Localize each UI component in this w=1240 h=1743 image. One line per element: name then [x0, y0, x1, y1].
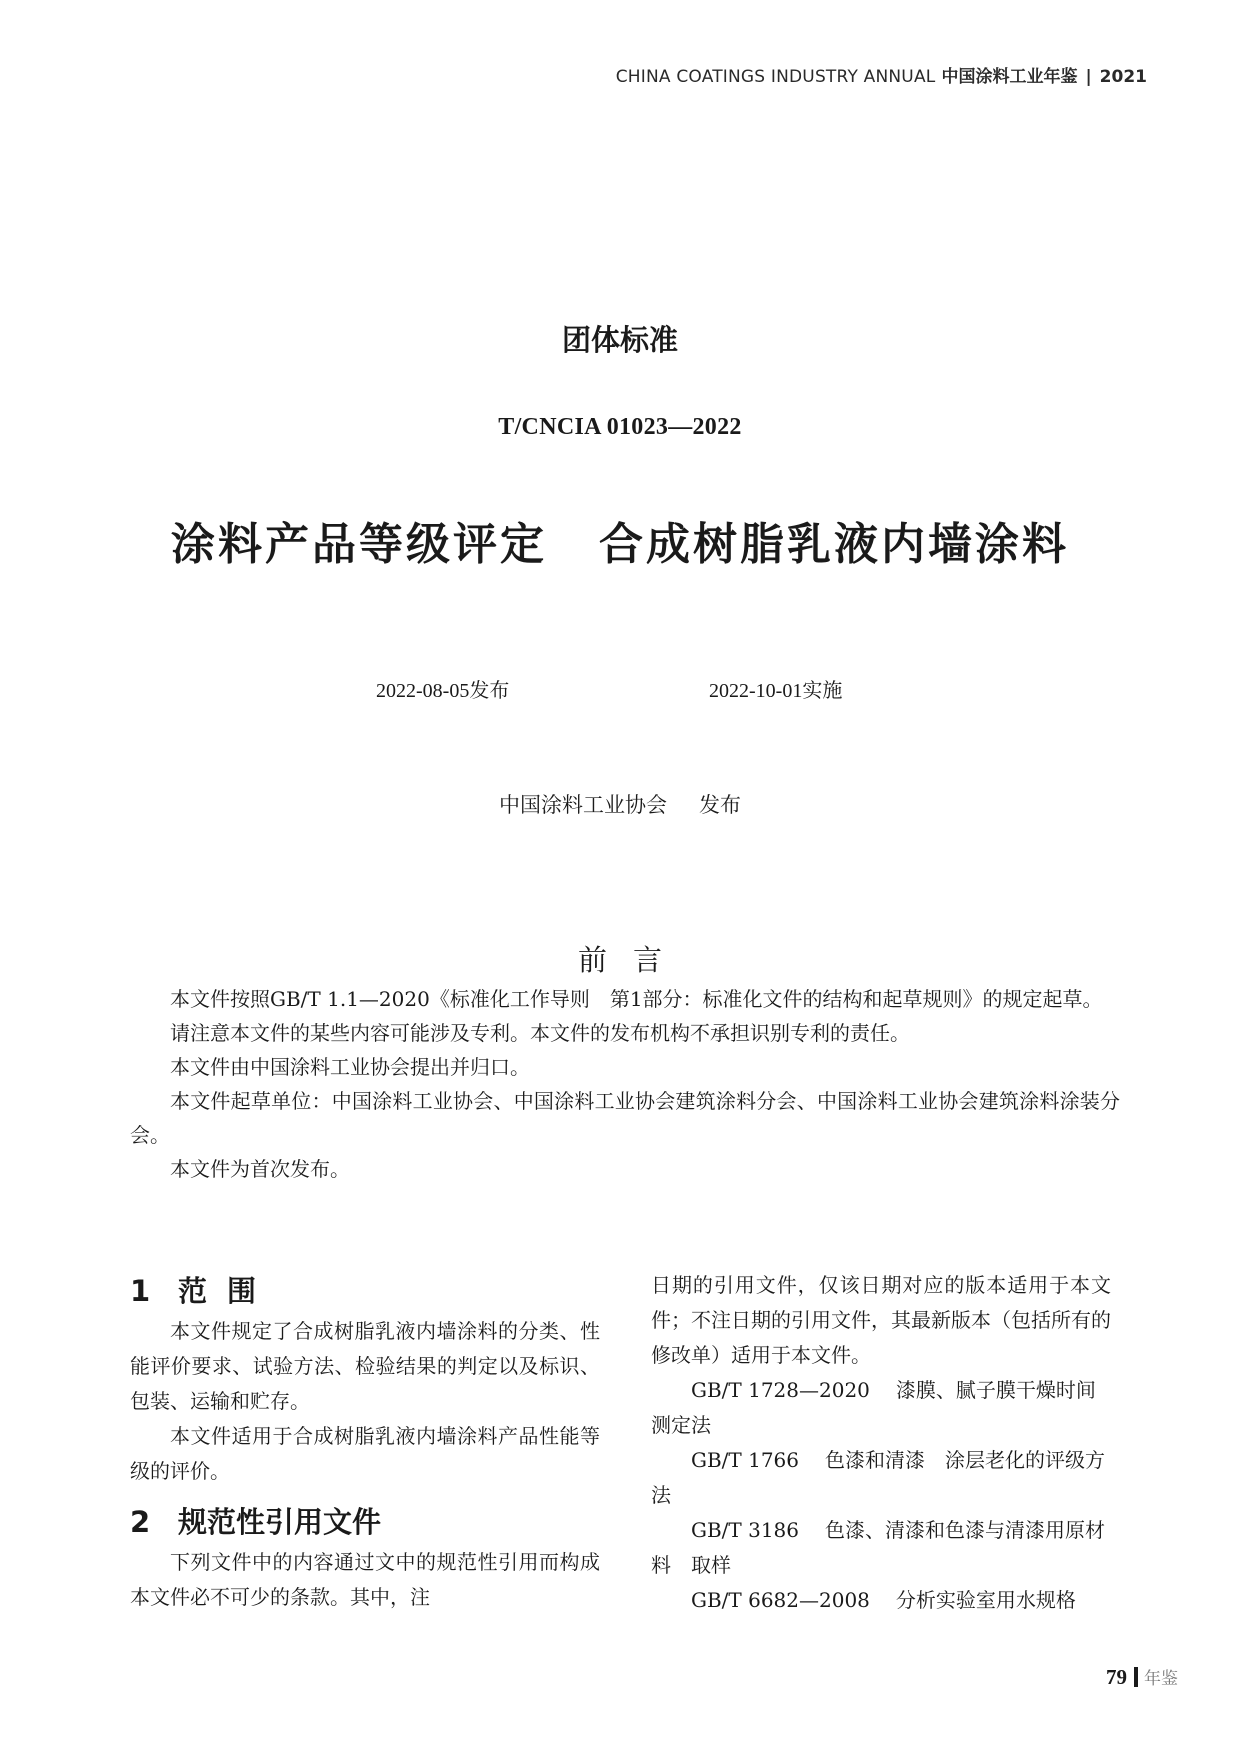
- implement-date: 2022-10-01: [709, 680, 803, 702]
- issuer-line: [0, 789, 1240, 819]
- section-1-heading: [130, 1268, 600, 1314]
- section-2-number: 2: [130, 1505, 151, 1539]
- reference-item: [651, 1513, 1111, 1583]
- foreword-title: 前言: [577, 943, 688, 977]
- page-footer: [1106, 1664, 1178, 1690]
- document-title: [0, 508, 1240, 572]
- implement-date-line: [709, 674, 842, 703]
- foreword-paragraph: 本文件为首次发布。: [170, 1157, 350, 1181]
- standard-number: T/CNCIA 01023—2022: [498, 414, 742, 440]
- book-label: 年鉴: [1144, 1669, 1178, 1688]
- foreword-paragraph: 本文件起草单位：中国涂料工业协会、中国涂料工业协会建筑涂料分会、中国涂料工业协会建筑涂料涂装分会。: [130, 1089, 1120, 1147]
- footer-divider: [1134, 1667, 1138, 1687]
- reference-title: 漆膜、腻子膜干燥时间测定法: [651, 1378, 1096, 1437]
- reference-code: GB/T 1766: [691, 1448, 800, 1472]
- annual-title-cn: 中国涂料工业年鉴: [941, 67, 1078, 87]
- reference-code: GB/T 6682—2008: [691, 1588, 870, 1612]
- reference-item: [651, 1373, 1111, 1443]
- left-column: [130, 1268, 600, 1615]
- reference-title: 色漆和清漆 涂层老化的评级方法: [651, 1448, 1106, 1507]
- annual-title-en: CHINA COATINGS INDUSTRY ANNUAL: [615, 67, 936, 87]
- section-1-paragraph: 本文件适用于合成树脂乳液内墙涂料产品性能等级的评价。: [130, 1424, 600, 1483]
- foreword-paragraph: 请注意本文件的某些内容可能涉及专利。本文件的发布机构不承担识别专利的责任。: [170, 1021, 910, 1045]
- publish-date: 2022-08-05: [376, 680, 470, 702]
- implement-label: 实施: [802, 678, 843, 702]
- section-1-paragraph: 本文件规定了合成树脂乳液内墙涂料的分类、性能评价要求、试验方法、检验结果的判定以及标识、包装、运输和贮存。: [130, 1319, 600, 1413]
- reference-item: [651, 1583, 1111, 1618]
- section-2-intro: 下列文件中的内容通过文中的规范性引用而构成本文件必不可少的条款。其中，注: [130, 1550, 600, 1609]
- reference-title: 分析实验室用水规格: [895, 1588, 1076, 1612]
- foreword-paragraph: 本文件由中国涂料工业协会提出并归口。: [170, 1055, 530, 1079]
- issuer-name: 中国涂料工业协会: [499, 793, 667, 817]
- reference-title: 色漆、清漆和色漆与清漆用原材料 取样: [651, 1518, 1106, 1577]
- section-2-intro-continued: 日期的引用文件，仅该日期对应的版本适用于本文件；不注日期的引用文件，其最新版本（包括所有的修改单）适用于本文件。: [651, 1273, 1111, 1367]
- publish-date-line: [376, 674, 509, 703]
- reference-item: [651, 1443, 1111, 1513]
- annual-year: 2021: [1099, 67, 1147, 87]
- right-column: [651, 1268, 1111, 1618]
- foreword-body: [130, 982, 1120, 1186]
- foreword-paragraph: 本文件按照GB/T 1.1—2020《标准化工作导则 第1部分：标准化文件的结构和起草规则》的规定起草。: [170, 987, 1103, 1011]
- page-number: 79: [1106, 1665, 1127, 1689]
- standard-type: 团体标准: [561, 323, 678, 357]
- document-title-part1: 涂料产品等级评定: [171, 519, 547, 570]
- header-separator: |: [1085, 67, 1092, 87]
- publish-label: 发布: [469, 678, 510, 702]
- running-header: [616, 62, 1147, 87]
- reference-code: GB/T 3186: [691, 1518, 800, 1542]
- section-1-title: 范围: [178, 1274, 277, 1308]
- document-title-part2: 合成树脂乳液内墙涂料: [599, 519, 1069, 570]
- issuer-action: 发布: [699, 793, 741, 817]
- section-2-title: 规范性引用文件: [178, 1505, 382, 1539]
- reference-code: GB/T 1728—2020: [691, 1378, 870, 1402]
- section-1-number: 1: [130, 1274, 151, 1308]
- section-2-heading: [130, 1499, 600, 1545]
